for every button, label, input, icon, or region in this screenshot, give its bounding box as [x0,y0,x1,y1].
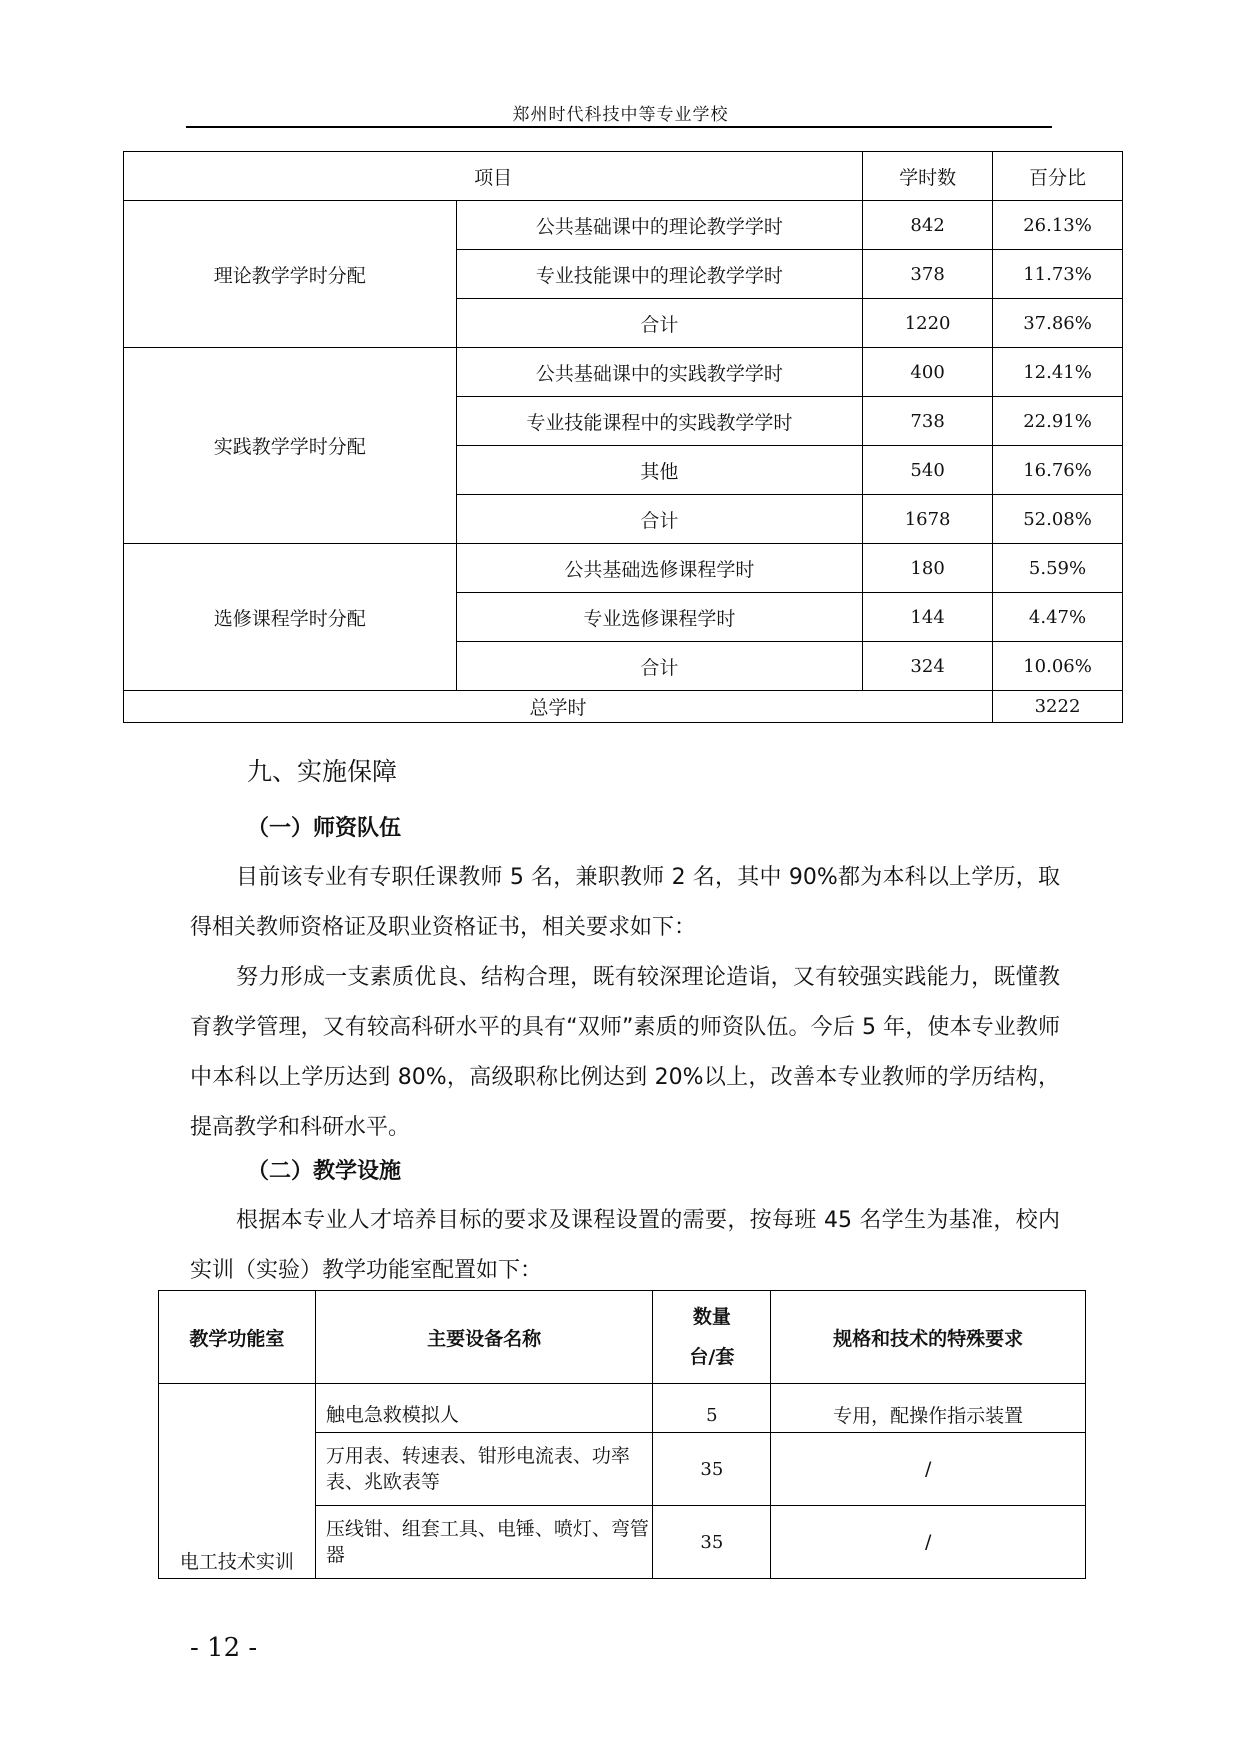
paragraph: 根据本专业人才培养目标的要求及课程设置的需要，按每班 45 名学生为基准，校内实训（实验）教学功能室配置如下： [190,1208,1060,1283]
header-item: 项目 [124,152,863,201]
equipment-qty: 5 [653,1384,771,1433]
facility-table [158,1290,1086,1579]
row-label: 公共基础课中的理论教学学时 [456,201,863,250]
header-school-name: 郑州时代科技中等专业学校 [512,105,729,125]
row-percent: 26.13% [993,201,1123,250]
equipment-name: 万用表、转速表、钳形电流表、功率表、兆欧表等 [315,1433,653,1506]
row-hours: 540 [863,446,993,495]
row-percent: 10.06% [993,642,1123,691]
row-percent: 11.73% [993,250,1123,299]
row-label: 专业技能课中的理论教学学时 [456,250,863,299]
header-equipment: 主要设备名称 [315,1291,653,1384]
row-hours: 144 [863,593,993,642]
row-hours: 378 [863,250,993,299]
equipment-qty: 35 [653,1506,771,1579]
equipment-spec: / [771,1433,1086,1506]
page-number: - 12 - [190,1633,258,1663]
row-label: 合计 [456,495,863,544]
row-percent: 37.86% [993,299,1123,348]
table-row [124,544,1123,593]
table-row [124,201,1123,250]
header-room: 教学功能室 [159,1291,316,1384]
row-hours: 842 [863,201,993,250]
row-hours: 180 [863,544,993,593]
equipment-name: 触电急救模拟人 [315,1384,653,1433]
total-value: 3222 [993,691,1123,723]
subsection-title-2: （二）教学设施 [247,1159,402,1184]
row-label: 专业选修课程学时 [456,593,863,642]
group-name: 实践教学学时分配 [124,348,457,544]
row-percent: 16.76% [993,446,1123,495]
equipment-spec: 专用，配操作指示装置 [771,1384,1086,1433]
total-label: 总学时 [124,691,993,723]
header-rule [186,126,1052,128]
row-hours: 324 [863,642,993,691]
paragraph: 努力形成一支素质优良、结构合理，既有较深理论造诣，又有较强实践能力，既懂教育教学管理，又有较高科研水平的具有“双师”素质的师资队伍。今后 5 年，使本专业教师中本科以上学历达到 80%，高级职称比例达到 20%以上，改善本专业教师的学历结构，提高教学和科研水平。 [190,965,1060,1140]
row-percent: 4.47% [993,593,1123,642]
table-header-row [159,1291,1086,1384]
subsection-title-1: （一）师资队伍 [247,816,402,841]
group-name: 理论教学学时分配 [124,201,457,348]
group-name: 选修课程学时分配 [124,544,457,691]
row-label: 公共基础选修课程学时 [456,544,863,593]
header-percent: 百分比 [993,152,1123,201]
row-label: 专业技能课程中的实践教学学时 [456,397,863,446]
equipment-name: 压线钳、组套工具、电锤、喷灯、弯管器 [315,1506,653,1579]
table-row [124,348,1123,397]
header-quantity-line1: 数量 [692,1306,731,1328]
row-label: 合计 [456,299,863,348]
row-percent: 52.08% [993,495,1123,544]
header-quantity [653,1291,771,1384]
row-hours: 738 [863,397,993,446]
equipment-qty: 35 [653,1433,771,1506]
row-percent: 5.59% [993,544,1123,593]
room-name: 电工技术实训 [159,1384,316,1579]
row-hours: 1220 [863,299,993,348]
hours-table [123,151,1123,723]
row-percent: 22.91% [993,397,1123,446]
header-quantity-line2: 台/套 [689,1346,735,1368]
row-label: 公共基础课中的实践教学学时 [456,348,863,397]
table-row [159,1384,1086,1433]
row-percent: 12.41% [993,348,1123,397]
paragraph: 目前该专业有专职任课教师 5 名，兼职教师 2 名，其中 90%都为本科以上学历，取得相关教师资格证及职业资格证书，相关要求如下： [190,865,1060,940]
section-title: 九、实施保障 [247,757,398,786]
row-label: 其他 [456,446,863,495]
total-row [124,691,1123,723]
equipment-spec: / [771,1506,1086,1579]
row-hours: 400 [863,348,993,397]
header-spec: 规格和技术的特殊要求 [771,1291,1086,1384]
header-hours: 学时数 [863,152,993,201]
row-label: 合计 [456,642,863,691]
row-hours: 1678 [863,495,993,544]
table-header-row [124,152,1123,201]
